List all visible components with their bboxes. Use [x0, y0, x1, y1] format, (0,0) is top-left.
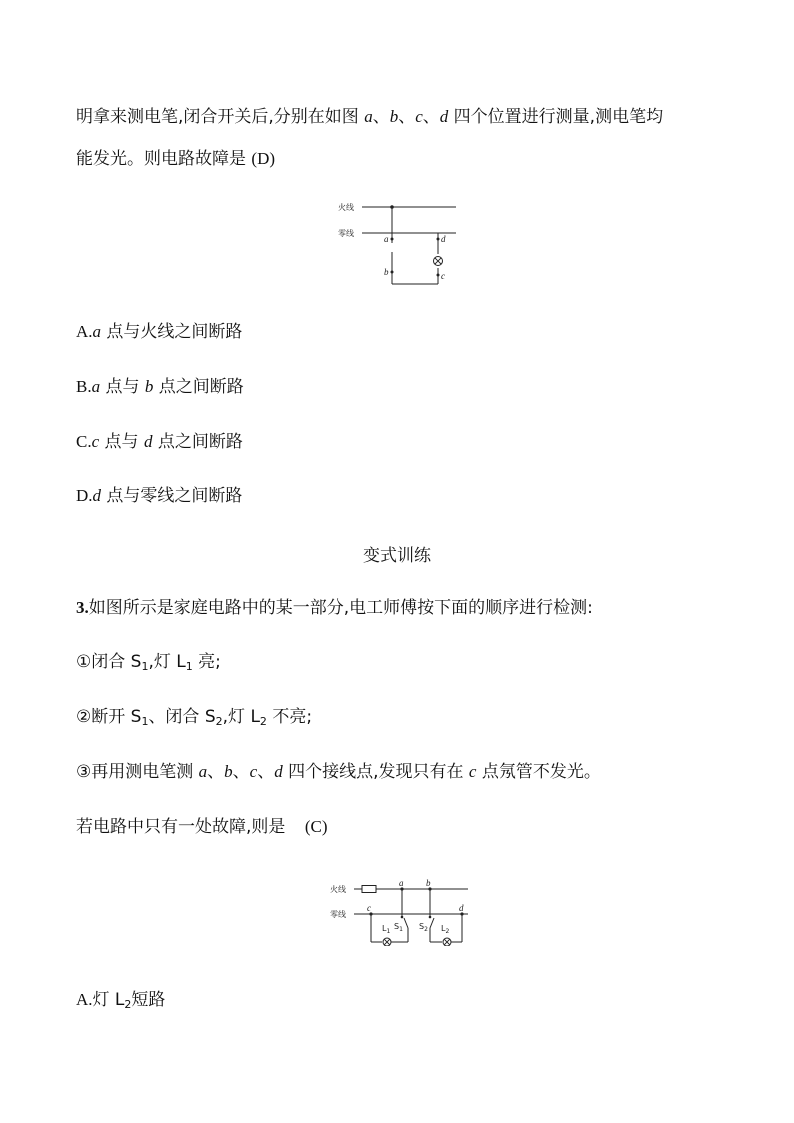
circuit-figure-2 — [328, 876, 478, 946]
fig2-live-label: 火线 — [330, 885, 346, 894]
section-title: 变式训练 — [363, 546, 431, 566]
fig2-point-b: b — [426, 878, 431, 888]
fig1-point-c: c — [441, 271, 445, 281]
q3-step-1: ①闭合 $S_1$,灯 $L_1$ 亮; — [76, 652, 221, 673]
q3-option-a: A.灯 $L_2$短路 — [76, 990, 166, 1011]
fig2-neutral-label: 零线 — [330, 910, 346, 919]
q3-step-3: ③再用测电笔测 a、b、c、d 四个接线点,发现只有在 c 点氖管不发光。 — [76, 762, 601, 782]
fig2-point-a: a — [399, 878, 404, 888]
fig2-point-d: d — [459, 903, 464, 913]
fig2-label-s1: $S_1$ — [394, 922, 403, 933]
q2-option-d: D.d 点与零线之间断路 — [76, 486, 243, 506]
circuit-figure-1 — [330, 196, 470, 290]
fig2-point-c: c — [367, 903, 371, 913]
q2-option-a: A.a 点与火线之间断路 — [76, 322, 243, 342]
q2-stem-line2: 能发光。则电路故障是 (D) — [76, 149, 276, 169]
q2-stem-line1: 明拿来测电笔,闭合开关后,分别在如图 a、b、c、d 四个位置进行测量,测电笔均 — [76, 107, 664, 127]
q2-answer: (D) — [251, 149, 276, 168]
q3-conclusion: 若电路中只有一处故障,则是 (C) — [76, 817, 328, 837]
q3-step-2: ②断开 $S_1$、闭合 $S_2$,灯 $L_2$ 不亮; — [76, 707, 313, 728]
fig1-point-d: d — [441, 234, 446, 244]
fig1-neutral-label: 零线 — [338, 229, 354, 238]
fig1-point-a: a — [384, 234, 389, 244]
fig2-label-l1: $L_1$ — [382, 924, 391, 935]
q3-answer: (C) — [304, 817, 328, 836]
q3-stem: 3.如图所示是家庭电路中的某一部分,电工师傅按下面的顺序进行检测: — [76, 598, 593, 618]
fig1-live-label: 火线 — [338, 203, 354, 212]
fig2-label-s2: $S_2$ — [419, 922, 428, 933]
fig2-label-l2: $L_2$ — [441, 924, 450, 935]
q2-option-b: B.a 点与 b 点之间断路 — [76, 377, 244, 397]
q2-option-c: C.c 点与 d 点之间断路 — [76, 432, 243, 452]
fig1-point-b: b — [384, 267, 389, 277]
